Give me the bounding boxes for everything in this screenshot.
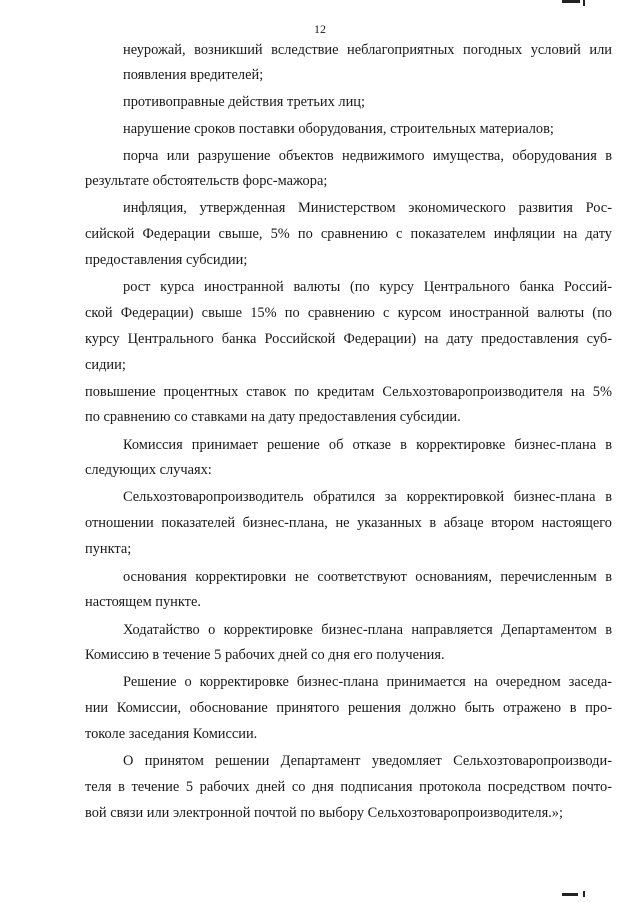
text-line: курсу Центрального банка Российской Федерации) на дату предоставления суб- — [85, 331, 612, 347]
text-line: Ходатайство о корректировке бизнес-плана направляется Департаментом в — [123, 622, 612, 638]
text-line: появления вредителей; — [123, 67, 264, 83]
text-line: неурожай, возникший вследствие неблагоприятных погодных условий или — [123, 42, 612, 58]
text-line: ской Федерации) свыше 15% по сравнению с курсом иностранной валюты (по — [85, 305, 612, 321]
scan-mark-bottom-right — [562, 893, 578, 896]
text-line: рост курса иностранной валюты (по курсу Центрального банка Россий- — [123, 279, 612, 295]
text-line: по сравнению со ставками на дату предоставления субсидии. — [85, 409, 461, 425]
scan-mark-bottom-right-tick — [583, 891, 585, 897]
text-line: настоящем пункте. — [85, 594, 201, 610]
text-line: нии Комиссии, обоснование принятого решения должно быть отражено в про- — [85, 700, 612, 716]
text-line: повышение процентных ставок по кредитам Сельхозтоваропроизводителя на 5% — [85, 384, 612, 400]
text-line: следующих случаях: — [85, 462, 212, 478]
text-line: отношении показателей бизнес-плана, не указанных в абзаце втором настоящего — [85, 515, 612, 531]
text-line: вой связи или электронной почтой по выбору Сельхозтоваропроизводителя.»; — [85, 805, 563, 821]
scan-mark-top-right — [562, 0, 580, 3]
text-line: предоставления субсидии; — [85, 252, 248, 268]
text-line: порча или разрушение объектов недвижимого имущества, оборудования в — [123, 148, 612, 164]
text-line: теля в течение 5 рабочих дней со дня подписания протокола посредством почто- — [85, 779, 612, 795]
text-line: сийской Федерации свыше, 5% по сравнению с показателем инфляции на дату — [85, 226, 612, 242]
text-line: нарушение сроков поставки оборудования, строительных материалов; — [123, 121, 554, 137]
page-number: 12 — [314, 22, 326, 36]
text-line: Комиссию в течение 5 рабочих дней со дня его получения. — [85, 647, 445, 663]
text-line: основания корректировки не соответствуют основаниям, перечисленным в — [123, 569, 612, 585]
text-line: сидии; — [85, 357, 126, 373]
text-line: пункта; — [85, 541, 132, 557]
text-line: Сельхозтоваропроизводитель обратился за корректировкой бизнес-плана в — [123, 489, 612, 505]
text-line: Комиссия принимает решение об отказе в корректировке бизнес-плана в — [123, 437, 612, 453]
text-line: противоправные действия третьих лиц; — [123, 94, 365, 110]
text-line: токоле заседания Комиссии. — [85, 726, 258, 742]
text-line: Решение о корректировке бизнес-плана принимается на очередном заседа- — [123, 674, 612, 690]
text-line: инфляция, утвержденная Министерством экономического развития Рос- — [123, 200, 612, 216]
scan-mark-top-right-tick — [583, 0, 585, 6]
text-line: О принятом решении Департамент уведомляет Сельхозтоваропроизводи- — [123, 753, 612, 769]
text-line: результате обстоятельств форс-мажора; — [85, 173, 328, 189]
